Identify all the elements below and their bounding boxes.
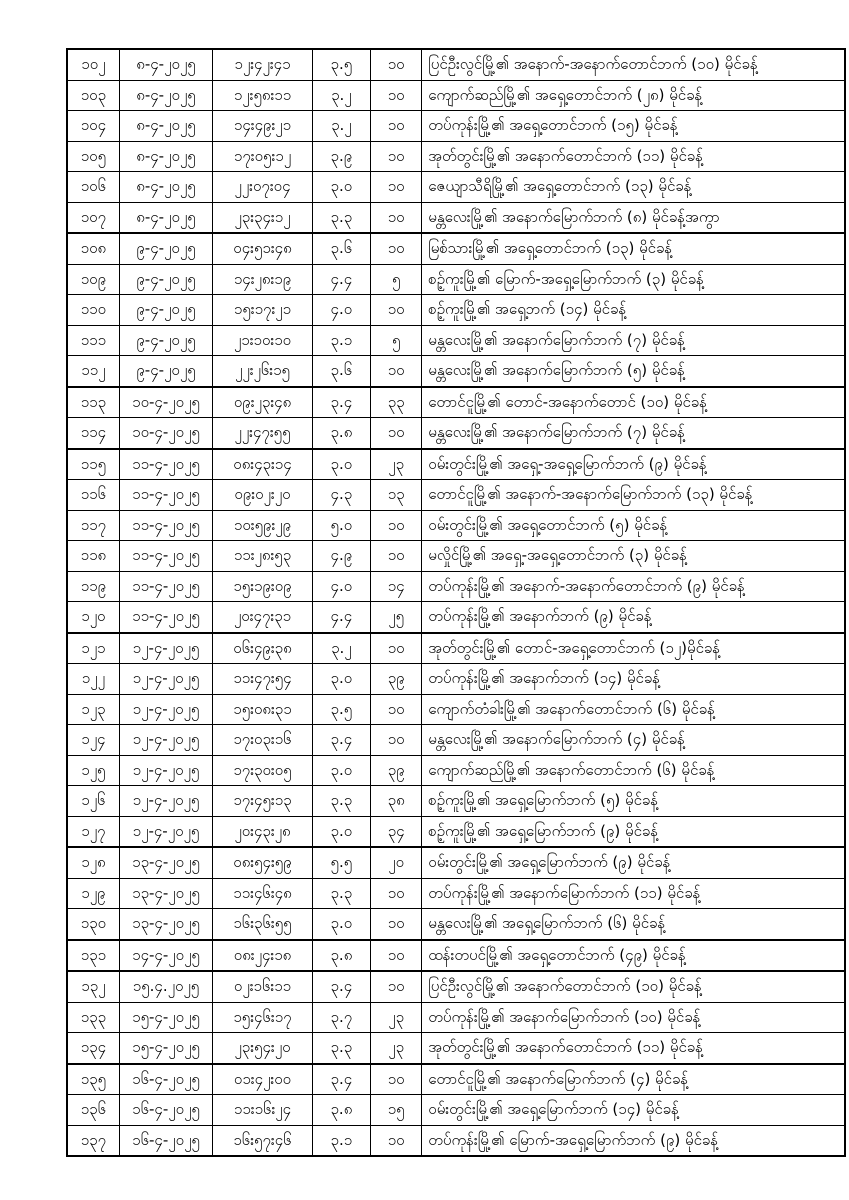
location-cell: ဝမ်းတွင်းမြို့၏ အရှေ့တောင်ဘက် (၅) မိုင်ခန့် <box>422 510 845 541</box>
table-row <box>67 480 845 511</box>
sequence-number-cell: ၁၂၄ <box>67 725 119 756</box>
depth-cell: ၁၀ <box>371 1064 422 1095</box>
magnitude-cell: ၄.၀ <box>312 571 370 602</box>
magnitude-cell: ၃.၄ <box>312 387 370 418</box>
date-cell: ၉-၄-၂၀၂၅ <box>119 356 212 387</box>
depth-cell: ၁၀ <box>371 510 422 541</box>
sequence-number-cell: ၁၃၇ <box>67 1125 119 1156</box>
magnitude-cell: ၄.၀ <box>312 295 370 326</box>
time-cell: ၁၀း၅၉း၂၉ <box>213 510 313 541</box>
time-cell: ၁၅း၁၉း၀၉ <box>213 571 313 602</box>
date-cell: ၁၁-၄-၂၀၂၅ <box>119 541 212 572</box>
depth-cell: ၁၄ <box>371 571 422 602</box>
depth-cell: ၃၈ <box>371 786 422 817</box>
location-cell: မန္တလေးမြို့၏ အနောက်မြောက်ဘက် (၇) မိုင်ခန့် <box>422 418 845 449</box>
table-row <box>67 541 845 572</box>
date-cell: ၁၅.၄.၂၀၂၅ <box>119 971 212 1002</box>
time-cell: ၁၂း၄၂း၄၁ <box>213 49 313 80</box>
date-cell: ၁၁-၄-၂၀၂၅ <box>119 602 212 633</box>
time-cell: ၂၂း၂၆း၁၅ <box>213 356 313 387</box>
date-cell: ၁၆-၄-၂၀၂၅ <box>119 1064 212 1095</box>
depth-cell: ၁၀ <box>371 233 422 264</box>
magnitude-cell: ၃.၀ <box>312 172 370 203</box>
table-row <box>67 633 845 664</box>
depth-cell: ၁၀ <box>371 541 422 572</box>
table-row <box>67 264 845 295</box>
time-cell: ၀၉း၀၂း၂၀ <box>213 480 313 511</box>
date-cell: ၁၀-၄-၂၀၂၅ <box>119 418 212 449</box>
sequence-number-cell: ၁၃၁ <box>67 940 119 972</box>
table-row <box>67 1064 845 1095</box>
table-row <box>67 694 845 725</box>
sequence-number-cell: ၁၃၆ <box>67 1095 119 1126</box>
date-cell: ၁၆-၄-၂၀၂၅ <box>119 1095 212 1126</box>
date-cell: ၁၂-၄-၂၀၂၅ <box>119 816 212 847</box>
time-cell: ၀၈း၅၄း၅၉ <box>213 847 313 878</box>
depth-cell: ၅ <box>371 264 422 295</box>
time-cell: ၂၀း၄၃း၂၈ <box>213 816 313 847</box>
magnitude-cell: ၄.၄ <box>312 602 370 633</box>
location-cell: ထန်းတပင်မြို့၏ အရှေ့တောင်ဘက် (၄၉) မိုင်ခန့် <box>422 940 845 972</box>
date-cell: ၁၁-၄-၂၀၂၅ <box>119 449 212 480</box>
location-cell: ကျောက်ဆည်မြို့၏ အရှေ့တောင်ဘက် (၂၈) မိုင်ခန့် <box>422 80 845 111</box>
location-cell: တပ်ကုန်းမြို့၏ အနောက်ဘက် (၉) မိုင်ခန့် <box>422 602 845 633</box>
table-row <box>67 172 845 203</box>
magnitude-cell: ၃.၅ <box>312 694 370 725</box>
time-cell: ၁၁း၄၆း၄၈ <box>213 878 313 909</box>
date-cell: ၁၂-၄-၂၀၂၅ <box>119 664 212 695</box>
depth-cell: ၂၃ <box>371 449 422 480</box>
date-cell: ၁၃-၄-၂၀၂၅ <box>119 878 212 909</box>
table-row <box>67 1095 845 1126</box>
date-cell: ၉-၄-၂၀၂၅ <box>119 233 212 264</box>
depth-cell: ၁၀ <box>371 633 422 664</box>
location-cell: မန္တလေးမြို့၏ အနောက်မြောက်ဘက် (၅) မိုင်ခန့် <box>422 356 845 387</box>
table-row <box>67 325 845 356</box>
time-cell: ၂၃း၃၄း၁၂ <box>213 202 313 233</box>
location-cell: ကျောက်တံခါးမြို့၏ အနောက်တောင်ဘက် (၆) မိုင်ခန့် <box>422 694 845 725</box>
table-row <box>67 141 845 172</box>
table-row <box>67 602 845 633</box>
magnitude-cell: ၃.၁ <box>312 1125 370 1156</box>
time-cell: ၁၄း၂၈း၁၉ <box>213 264 313 295</box>
table-row <box>67 940 845 972</box>
table-row <box>67 725 845 756</box>
location-cell: တောင်ငူမြို့၏ အနောက်-အနောက်မြောက်ဘက် (၁၃) မိုင်ခန့် <box>422 480 845 511</box>
date-cell: ၁၂-၄-၂၀၂၅ <box>119 786 212 817</box>
magnitude-cell: ၃.၄ <box>312 971 370 1002</box>
location-cell: ပြင်ဦးလွင်မြို့၏ အနောက်-အနောက်တောင်ဘက် (၁၀) မိုင်ခန့် <box>422 49 845 80</box>
depth-cell: ၁၀ <box>371 111 422 142</box>
sequence-number-cell: ၁၀၈ <box>67 233 119 264</box>
sequence-number-cell: ၁၀၃ <box>67 80 119 111</box>
location-cell: တပ်ကုန်းမြို့၏ အနောက်ဘက် (၁၄) မိုင်ခန့် <box>422 664 845 695</box>
time-cell: ၂၀း၄၇း၃၁ <box>213 602 313 633</box>
date-cell: ၈-၄-၂၀၂၅ <box>119 202 212 233</box>
time-cell: ၁၂း၅၈း၁၁ <box>213 80 313 111</box>
location-cell: မလှိုင်မြို့၏ အရှေ့-အရှေ့တောင်ဘက် (၃) မိုင်ခန့် <box>422 541 845 572</box>
time-cell: ၂၂း၀၇း၀၄ <box>213 172 313 203</box>
location-cell: အုတ်တွင်းမြို့၏ အနောက်တောင်ဘက် (၁၁) မိုင်ခန့် <box>422 141 845 172</box>
magnitude-cell: ၃.၆ <box>312 233 370 264</box>
depth-cell: ၃၉ <box>371 755 422 786</box>
sequence-number-cell: ၁၂၆ <box>67 786 119 817</box>
date-cell: ၁၆-၄-၂၀၂၅ <box>119 1125 212 1156</box>
date-cell: ၁၀-၄-၂၀၂၅ <box>119 387 212 418</box>
sequence-number-cell: ၁၀၇ <box>67 202 119 233</box>
date-cell: ၁၂-၄-၂၀၂၅ <box>119 755 212 786</box>
location-cell: တပ်ကုန်းမြို့၏ အရှေ့တောင်ဘက် (၁၅) မိုင်ခန့် <box>422 111 845 142</box>
magnitude-cell: ၃.၃ <box>312 1033 370 1064</box>
depth-cell: ၁၀ <box>371 725 422 756</box>
table-row <box>67 418 845 449</box>
date-cell: ၁၁-၄-၂၀၂၅ <box>119 510 212 541</box>
time-cell: ၀၈း၄၃း၁၄ <box>213 449 313 480</box>
magnitude-cell: ၃.၈ <box>312 418 370 449</box>
sequence-number-cell: ၁၂၈ <box>67 847 119 878</box>
sequence-number-cell: ၁၁၇ <box>67 510 119 541</box>
time-cell: ၁၇း၀၃း၁၆ <box>213 725 313 756</box>
depth-cell: ၁၀ <box>371 80 422 111</box>
magnitude-cell: ၃.၀ <box>312 816 370 847</box>
sequence-number-cell: ၁၃၃ <box>67 1002 119 1033</box>
magnitude-cell: ၃.၇ <box>312 1002 370 1033</box>
table-row <box>67 1002 845 1033</box>
table-row <box>67 111 845 142</box>
sequence-number-cell: ၁၀၉ <box>67 264 119 295</box>
sequence-number-cell: ၁၂၁ <box>67 633 119 664</box>
depth-cell: ၁၀ <box>371 694 422 725</box>
location-cell: တပ်ကုန်းမြို့၏ မြောက်-အရှေ့မြောက်ဘက် (၉) မိုင်ခန့် <box>422 1125 845 1156</box>
date-cell: ၈-၄-၂၀၂၅ <box>119 141 212 172</box>
location-cell: မန္တလေးမြို့၏ အရှေ့မြောက်ဘက် (၆) မိုင်ခန့် <box>422 909 845 940</box>
location-cell: မန္တလေးမြို့၏ အနောက်မြောက်ဘက် (၄) မိုင်ခန့် <box>422 725 845 756</box>
table-row <box>67 49 845 80</box>
sequence-number-cell: ၁၃၀ <box>67 909 119 940</box>
sequence-number-cell: ၁၃၄ <box>67 1033 119 1064</box>
magnitude-cell: ၃.၂ <box>312 111 370 142</box>
date-cell: ၁၂-၄-၂၀၂၅ <box>119 633 212 664</box>
magnitude-cell: ၃.၈ <box>312 1095 370 1126</box>
depth-cell: ၁၀ <box>371 141 422 172</box>
location-cell: တပ်ကုန်းမြို့၏ အနောက်မြောက်ဘက် (၁၀) မိုင်ခန့် <box>422 1002 845 1033</box>
depth-cell: ၂၃ <box>371 1033 422 1064</box>
location-cell: စဉ့်ကူးမြို့၏ အရှေ့ဘက် (၁၄) မိုင်ခန့် <box>422 295 845 326</box>
time-cell: ၁၆း၃၆း၅၅ <box>213 909 313 940</box>
magnitude-cell: ၃.၅ <box>312 49 370 80</box>
sequence-number-cell: ၁၀၅ <box>67 141 119 172</box>
magnitude-cell: ၄.၃ <box>312 480 370 511</box>
table-row <box>67 878 845 909</box>
table-row <box>67 295 845 326</box>
date-cell: ၁၅-၄-၂၀၂၅ <box>119 1002 212 1033</box>
date-cell: ၈-၄-၂၀၂၅ <box>119 111 212 142</box>
location-cell: စဉ့်ကူးမြို့၏ မြောက်-အရှေ့မြောက်ဘက် (၃) မိုင်ခန့် <box>422 264 845 295</box>
magnitude-cell: ၃.၀ <box>312 664 370 695</box>
sequence-number-cell: ၁၂၉ <box>67 878 119 909</box>
depth-cell: ၅ <box>371 325 422 356</box>
table-row <box>67 80 845 111</box>
depth-cell: ၁၃ <box>371 480 422 511</box>
location-cell: စဉ့်ကူးမြို့၏ အရှေ့မြောက်ဘက် (၉) မိုင်ခန့် <box>422 816 845 847</box>
table-row <box>67 816 845 847</box>
sequence-number-cell: ၁၃၅ <box>67 1064 119 1095</box>
time-cell: ၀၂း၁၆း၁၁ <box>213 971 313 1002</box>
time-cell: ၁၅း၄၆း၁၇ <box>213 1002 313 1033</box>
depth-cell: ၁၀ <box>371 878 422 909</box>
table-row <box>67 510 845 541</box>
date-cell: ၁၁-၄-၂၀၂၅ <box>119 480 212 511</box>
magnitude-cell: ၃.၆ <box>312 356 370 387</box>
magnitude-cell: ၃.၀ <box>312 909 370 940</box>
location-cell: ဝမ်းတွင်းမြို့၏ အရှေ့-အရှေ့မြောက်ဘက် (၉) မိုင်ခန့် <box>422 449 845 480</box>
date-cell: ၁၃-၄-၂၀၂၅ <box>119 909 212 940</box>
depth-cell: ၁၀ <box>371 202 422 233</box>
sequence-number-cell: ၁၁၁ <box>67 325 119 356</box>
magnitude-cell: ၃.၄ <box>312 1064 370 1095</box>
date-cell: ၉-၄-၂၀၂၅ <box>119 295 212 326</box>
date-cell: ၁၅-၄-၂၀၂၅ <box>119 1033 212 1064</box>
magnitude-cell: ၃.၂ <box>312 80 370 111</box>
table-row <box>67 664 845 695</box>
sequence-number-cell: ၁၂၀ <box>67 602 119 633</box>
date-cell: ၁၄-၄-၂၀၂၅ <box>119 940 212 972</box>
depth-cell: ၁၀ <box>371 971 422 1002</box>
sequence-number-cell: ၁၁၄ <box>67 418 119 449</box>
time-cell: ၁၁း၁၆း၂၄ <box>213 1095 313 1126</box>
table-row <box>67 387 845 418</box>
time-cell: ၁၅း၁၇း၂၁ <box>213 295 313 326</box>
sequence-number-cell: ၁၂၇ <box>67 816 119 847</box>
magnitude-cell: ၃.၈ <box>312 940 370 972</box>
time-cell: ၁၅း၀၈း၃၁ <box>213 694 313 725</box>
magnitude-cell: ၅.၀ <box>312 510 370 541</box>
table-row <box>67 786 845 817</box>
depth-cell: ၁၀ <box>371 295 422 326</box>
table-row <box>67 971 845 1002</box>
location-cell: စဉ့်ကူးမြို့၏ အရှေ့မြောက်ဘက် (၅) မိုင်ခန့် <box>422 786 845 817</box>
sequence-number-cell: ၁၁၃ <box>67 387 119 418</box>
date-cell: ၁၃-၄-၂၀၂၅ <box>119 847 212 878</box>
table-row <box>67 909 845 940</box>
sequence-number-cell: ၁၁၅ <box>67 449 119 480</box>
time-cell: ၁၁း၄၇း၅၄ <box>213 664 313 695</box>
time-cell: ၁၇း၃၀း၀၅ <box>213 755 313 786</box>
location-cell: အုတ်တွင်းမြို့၏ အနောက်တောင်ဘက် (၁၁) မိုင်ခန့် <box>422 1033 845 1064</box>
table-row <box>67 571 845 602</box>
date-cell: ၈-၄-၂၀၂၅ <box>119 172 212 203</box>
time-cell: ၁၁း၂၈း၅၃ <box>213 541 313 572</box>
time-cell: ၀၈း၂၄း၁၈ <box>213 940 313 972</box>
time-cell: ၁၄း၄၉း၂၁ <box>213 111 313 142</box>
location-cell: တပ်ကုန်းမြို့၏ အနောက်မြောက်ဘက် (၁၁) မိုင်ခန့် <box>422 878 845 909</box>
location-cell: ဝမ်းတွင်းမြို့၏ အရှေ့မြောက်ဘက် (၁၄) မိုင်ခန့် <box>422 1095 845 1126</box>
magnitude-cell: ၃.၀ <box>312 755 370 786</box>
depth-cell: ၁၀ <box>371 1125 422 1156</box>
magnitude-cell: ၄.၄ <box>312 264 370 295</box>
time-cell: ၂၃း၅၄း၂၀ <box>213 1033 313 1064</box>
depth-cell: ၂၅ <box>371 602 422 633</box>
sequence-number-cell: ၁၁၈ <box>67 541 119 572</box>
sequence-number-cell: ၁၁၆ <box>67 480 119 511</box>
location-cell: ကျောက်ဆည်မြို့၏ အနောက်တောင်ဘက် (၆) မိုင်ခန့် <box>422 755 845 786</box>
sequence-number-cell: ၁၁၂ <box>67 356 119 387</box>
location-cell: တပ်ကုန်းမြို့၏ အနောက်-အနောက်တောင်ဘက် (၉) မိုင်ခန့် <box>422 571 845 602</box>
date-cell: ၈-၄-၂၀၂၅ <box>119 49 212 80</box>
depth-cell: ၁၀ <box>371 356 422 387</box>
time-cell: ၀၄း၅၁း၄၈ <box>213 233 313 264</box>
magnitude-cell: ၃.၃ <box>312 786 370 817</box>
sequence-number-cell: ၁၀၆ <box>67 172 119 203</box>
location-cell: တောင်ငူမြို့၏ တောင်-အနောက်တောင် (၁၀) မိုင်ခန့် <box>422 387 845 418</box>
depth-cell: ၃၉ <box>371 664 422 695</box>
magnitude-cell: ၄.၉ <box>312 541 370 572</box>
table-row <box>67 202 845 233</box>
depth-cell: ၃၃ <box>371 387 422 418</box>
magnitude-cell: ၃.၀ <box>312 449 370 480</box>
earthquake-records-table <box>66 48 846 1157</box>
magnitude-cell: ၅.၅ <box>312 847 370 878</box>
time-cell: ၁၆း၅၇း၄၆ <box>213 1125 313 1156</box>
magnitude-cell: ၃.၃ <box>312 202 370 233</box>
location-cell: အုတ်တွင်းမြို့၏ တောင်-အရှေ့တောင်ဘက် (၁၂)မိုင်ခန့် <box>422 633 845 664</box>
location-cell: တောင်ငူမြို့၏ အနောက်မြောက်ဘက် (၄) မိုင်ခန့် <box>422 1064 845 1095</box>
date-cell: ၁၁-၄-၂၀၂၅ <box>119 571 212 602</box>
table-row <box>67 356 845 387</box>
magnitude-cell: ၃.၃ <box>312 878 370 909</box>
date-cell: ၁၂-၄-၂၀၂၅ <box>119 694 212 725</box>
table-row <box>67 1033 845 1064</box>
location-cell: ဝမ်းတွင်းမြို့၏ အရှေ့မြောက်ဘက် (၉) မိုင်ခန့် <box>422 847 845 878</box>
location-cell: မန္တလေးမြို့၏ အနောက်မြောက်ဘက် (၈) မိုင်ခန့်အကွာ <box>422 202 845 233</box>
sequence-number-cell: ၁၂၂ <box>67 664 119 695</box>
depth-cell: ၂၃ <box>371 1002 422 1033</box>
depth-cell: ၂၀ <box>371 847 422 878</box>
magnitude-cell: ၃.၉ <box>312 141 370 172</box>
location-cell: မန္တလေးမြို့၏ အနောက်မြောက်ဘက် (၇) မိုင်ခန့် <box>422 325 845 356</box>
time-cell: ၀၁း၄၂း၀၀ <box>213 1064 313 1095</box>
location-cell: ဇေယျာသီရိမြို့၏ အရှေ့တောင်ဘက် (၁၃) မိုင်ခန့် <box>422 172 845 203</box>
date-cell: ၁၂-၄-၂၀၂၅ <box>119 725 212 756</box>
table-row <box>67 449 845 480</box>
date-cell: ၈-၄-၂၀၂၅ <box>119 80 212 111</box>
depth-cell: ၃၄ <box>371 816 422 847</box>
sequence-number-cell: ၁၀၄ <box>67 111 119 142</box>
date-cell: ၉-၄-၂၀၂၅ <box>119 264 212 295</box>
magnitude-cell: ၃.၂ <box>312 633 370 664</box>
depth-cell: ၁၀ <box>371 418 422 449</box>
table-row <box>67 1125 845 1156</box>
table-row <box>67 847 845 878</box>
date-cell: ၉-၄-၂၀၂၅ <box>119 325 212 356</box>
magnitude-cell: ၃.၁ <box>312 325 370 356</box>
time-cell: ၂၁း၁၀း၁၀ <box>213 325 313 356</box>
sequence-number-cell: ၁၁၀ <box>67 295 119 326</box>
sequence-number-cell: ၁၂၃ <box>67 694 119 725</box>
sequence-number-cell: ၁၂၅ <box>67 755 119 786</box>
time-cell: ၀၆း၄၉း၃၈ <box>213 633 313 664</box>
depth-cell: ၁၀ <box>371 49 422 80</box>
table-body <box>67 49 845 1156</box>
location-cell: မြစ်သားမြို့၏ အရှေ့တောင်ဘက် (၁၃) မိုင်ခန့် <box>422 233 845 264</box>
sequence-number-cell: ၁၃၂ <box>67 971 119 1002</box>
depth-cell: ၁၀ <box>371 909 422 940</box>
sequence-number-cell: ၁၀၂ <box>67 49 119 80</box>
depth-cell: ၁၀ <box>371 172 422 203</box>
sequence-number-cell: ၁၁၉ <box>67 571 119 602</box>
time-cell: ၁၇း၀၅း၁၂ <box>213 141 313 172</box>
magnitude-cell: ၃.၄ <box>312 725 370 756</box>
time-cell: ၁၇း၄၅း၁၃ <box>213 786 313 817</box>
table-row <box>67 755 845 786</box>
location-cell: ပြင်ဦးလွင်မြို့၏ အနောက်တောင်ဘက် (၁၀) မိုင်ခန့် <box>422 971 845 1002</box>
depth-cell: ၁၅ <box>371 1095 422 1126</box>
table-row <box>67 233 845 264</box>
time-cell: ၂၂း၄၇း၅၅ <box>213 418 313 449</box>
time-cell: ၀၉း၂၃း၄၈ <box>213 387 313 418</box>
depth-cell: ၁၀ <box>371 940 422 972</box>
